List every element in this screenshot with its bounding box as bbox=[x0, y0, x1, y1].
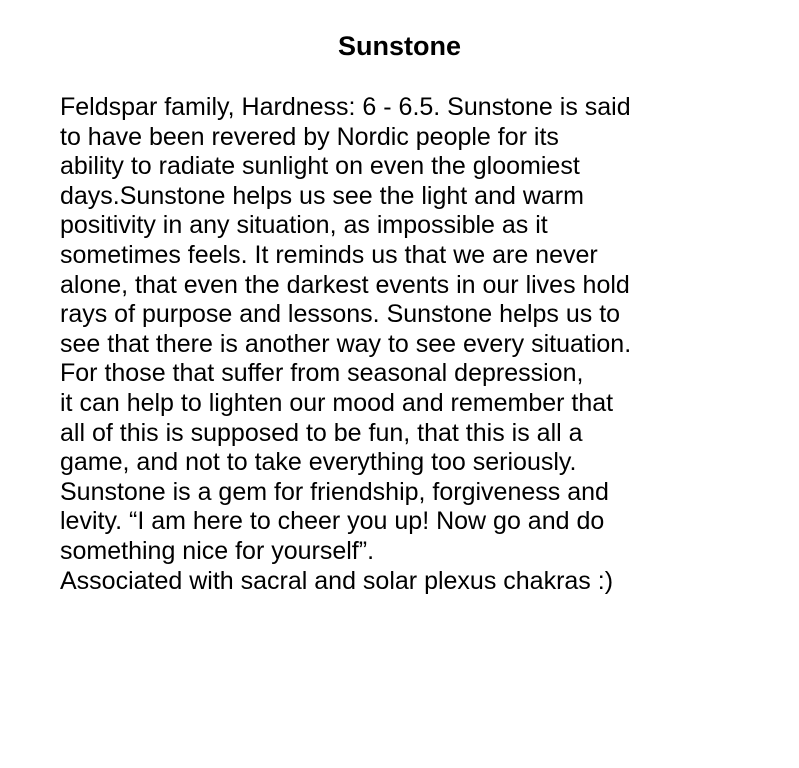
text-line: For those that suffer from seasonal depression, bbox=[60, 359, 584, 388]
text-line: all of this is supposed to be fun, that this is all a bbox=[60, 418, 583, 447]
text-line: Feldspar family, Hardness: 6 - 6.5. Sunstone is said bbox=[60, 93, 631, 121]
description-body bbox=[60, 93, 780, 596]
text-line: levity. “I am here to cheer you up! Now go and do bbox=[60, 507, 605, 536]
page-title: Sunstone bbox=[337, 31, 461, 61]
text-line: alone, that even the darkest events in our lives hold bbox=[60, 270, 630, 299]
text-line: something nice for yourself”. bbox=[60, 536, 375, 565]
text-line: sometimes feels. It reminds us that we are never bbox=[60, 240, 598, 269]
text-line: days.Sunstone helps us see the light and warm bbox=[60, 181, 584, 210]
text-line: game, and not to take everything too seriously. bbox=[60, 448, 577, 477]
text-line: Sunstone is a gem for friendship, forgiveness and bbox=[60, 477, 609, 506]
text-line: rays of purpose and lessons. Sunstone helps us to bbox=[60, 300, 621, 329]
text-line: see that there is another way to see every situation. bbox=[60, 329, 632, 358]
text-line: Associated with sacral and solar plexus chakras :) bbox=[60, 566, 614, 595]
text-line: positivity in any situation, as impossible as it bbox=[60, 211, 548, 240]
text-line: ability to radiate sunlight on even the gloomiest bbox=[60, 152, 580, 181]
text-line: to have been revered by Nordic people for its bbox=[60, 122, 559, 151]
text-line: it can help to lighten our mood and remember that bbox=[60, 388, 614, 417]
